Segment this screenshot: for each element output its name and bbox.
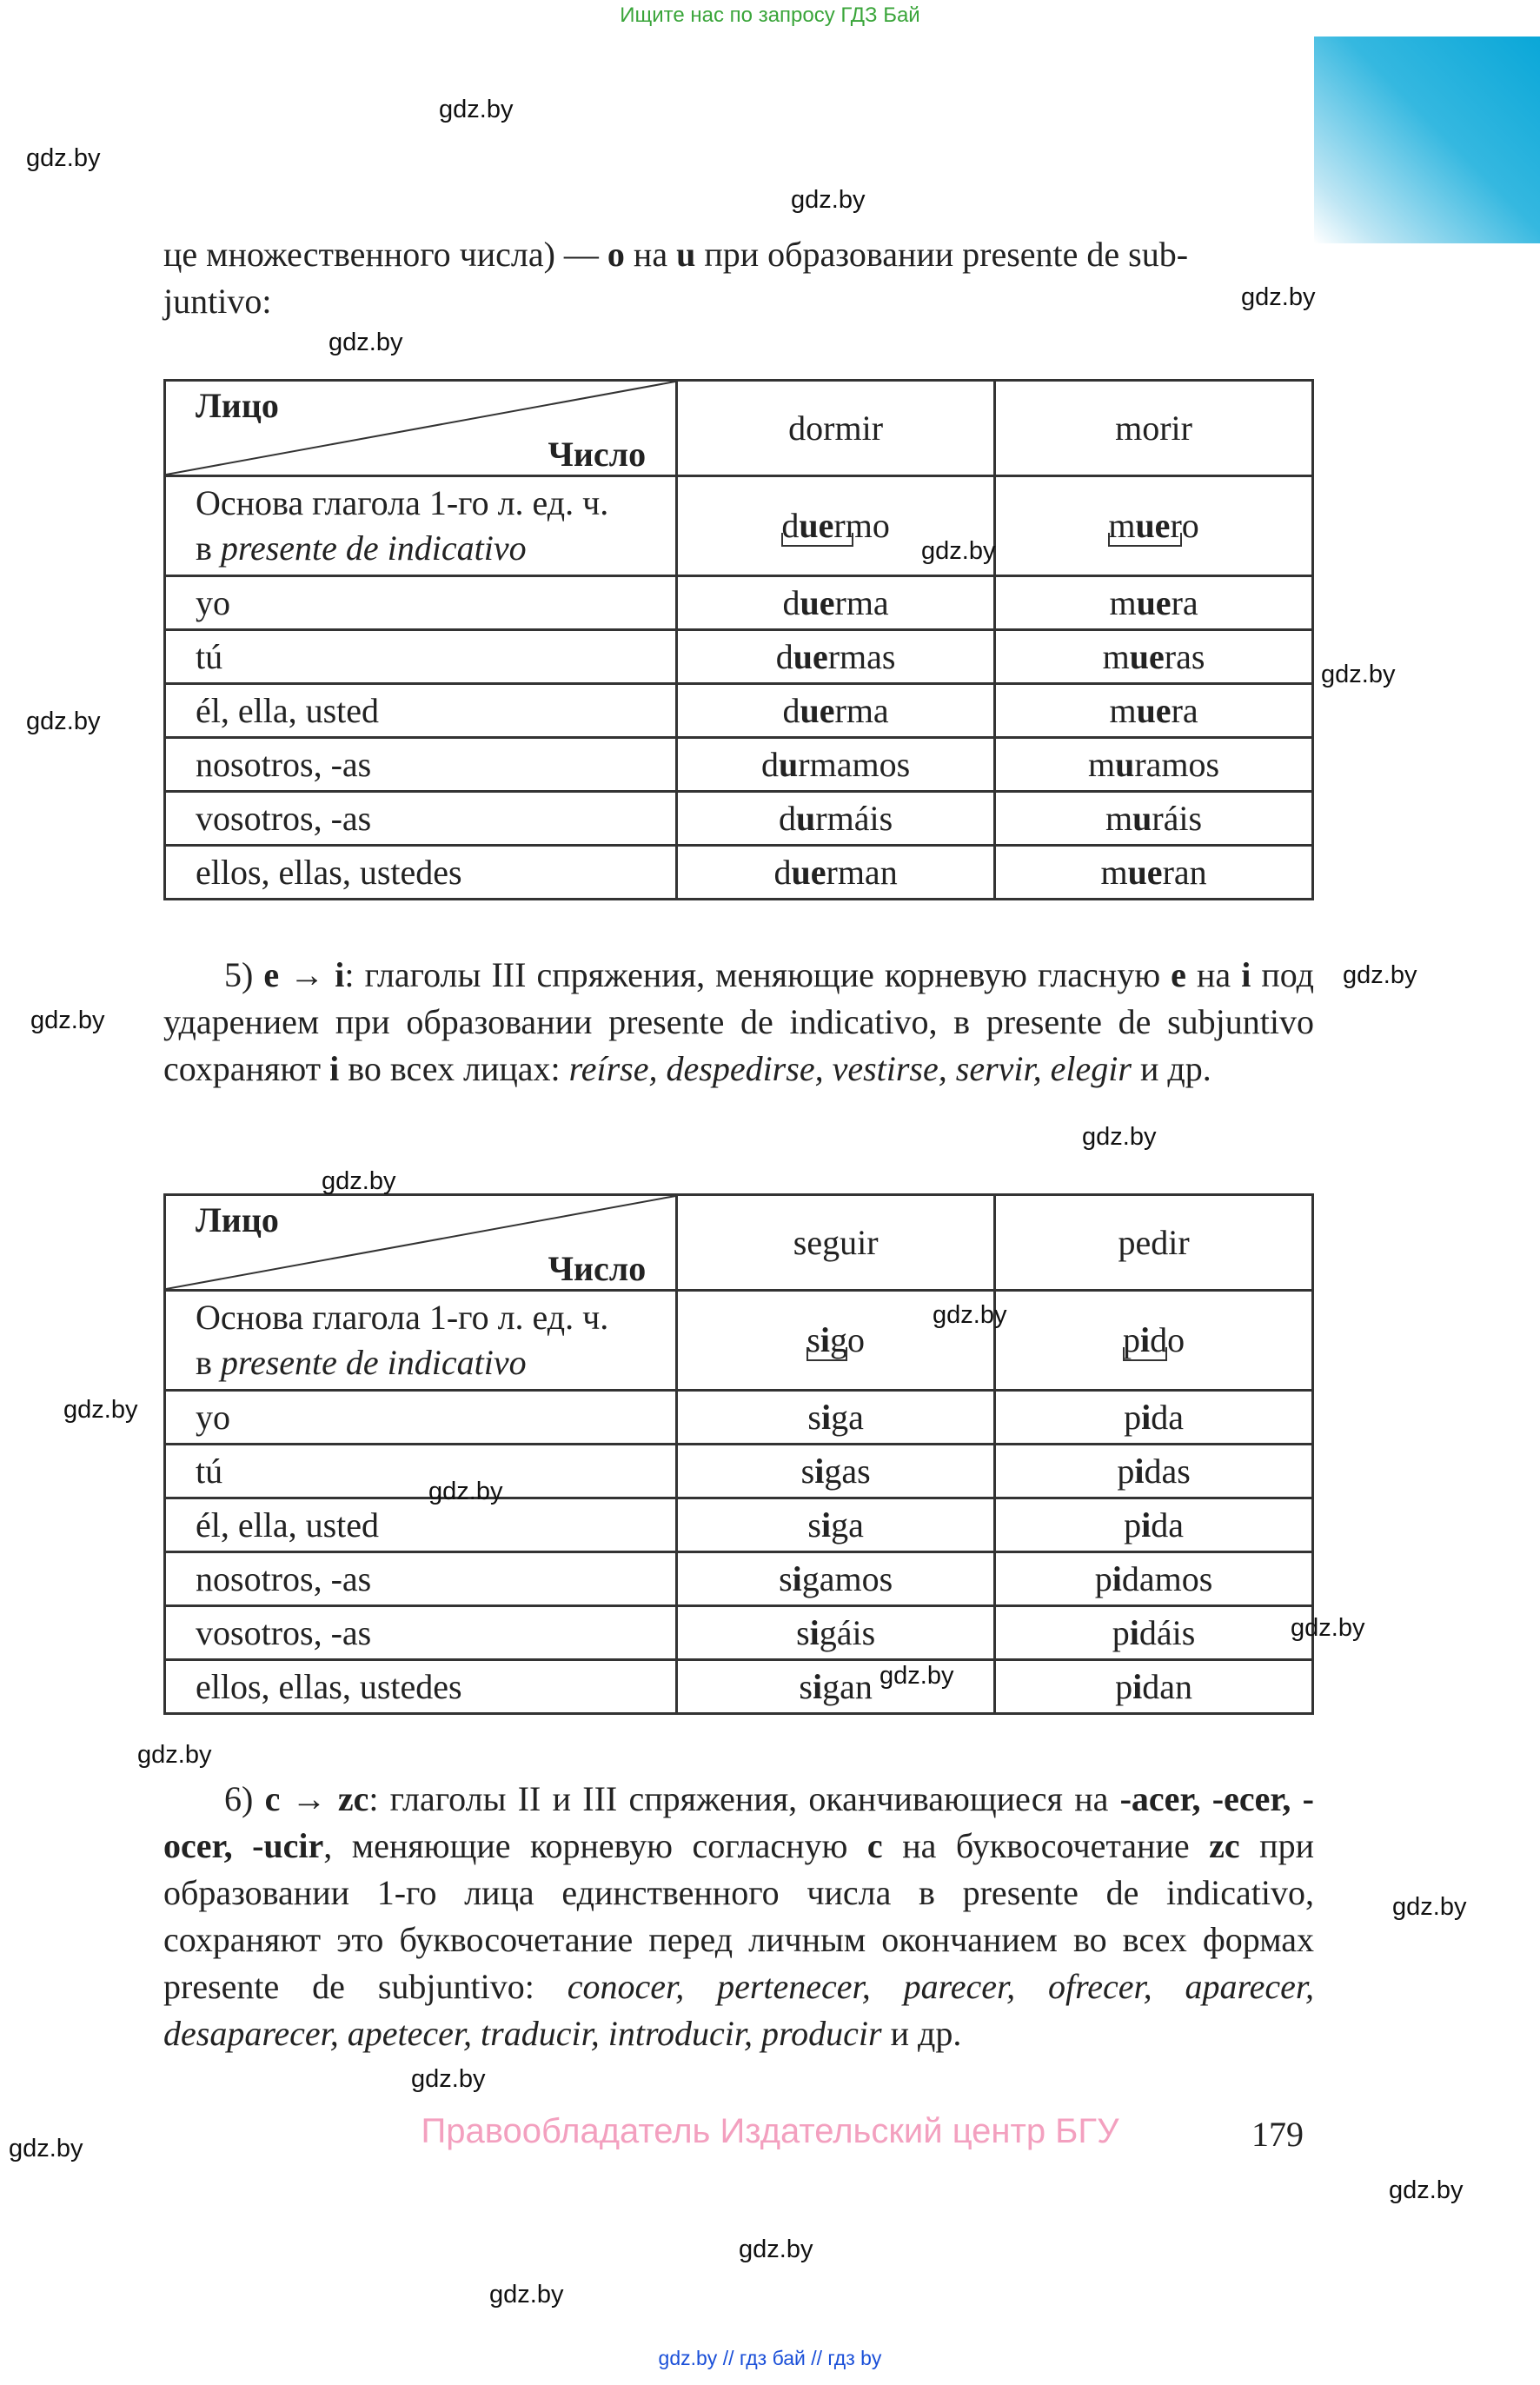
table-row: tú sigas pidas — [165, 1445, 1313, 1498]
watermark: gdz.by — [411, 2065, 486, 2093]
stem-form: duerm o — [677, 476, 995, 576]
table1-body — [165, 576, 1313, 900]
verb-header: pedir — [995, 1195, 1313, 1291]
watermark: gdz.by — [63, 1396, 138, 1424]
search-note: Ищите нас по запросу ГДЗ Бай — [620, 3, 920, 27]
watermark: gdz.by — [1082, 1123, 1157, 1151]
table-row: vosotros, -as sigáis pidáis — [165, 1606, 1313, 1660]
stem-form: muer o — [995, 476, 1313, 576]
watermark: gdz.by — [1392, 1893, 1467, 1921]
stem-label-cell: Основа глагола 1-го л. ед. ч. в presente de indicativo — [165, 1291, 677, 1391]
watermark: gdz.by — [1241, 283, 1316, 311]
watermark: gdz.by — [26, 144, 101, 172]
table-row: yo duerma muera — [165, 576, 1313, 630]
page-number: 179 — [1251, 2115, 1304, 2154]
verb-header: seguir — [677, 1195, 995, 1291]
header-lico: Лицо — [196, 1200, 279, 1239]
paragraph-5: 5) e → i: глаголы III спряжения, меняющие корневую гласную e на i под ударением при образовании presente de indicativo, в presente de subjuntivo сохраняют i во всех лицах: reírse, despedirse, vestirse, servir, elegir и др. — [163, 955, 1314, 1088]
header-chislo: Число — [548, 435, 647, 474]
corner-decoration — [1314, 37, 1540, 243]
watermark: gdz.by — [1291, 1614, 1365, 1642]
table-row: ellos, ellas, ustedes duerman mueran — [165, 846, 1313, 900]
conjugation-table-1 — [163, 379, 1314, 900]
conjugation-table-2 — [163, 1193, 1314, 1715]
watermark: gdz.by — [489, 2281, 564, 2309]
table-row: vosotros, -as durmáis muráis — [165, 792, 1313, 846]
table2-body — [165, 1391, 1313, 1714]
stem-label-cell: Основа глагола 1-го л. ед. ч. в presente de indicativo — [165, 476, 677, 576]
table-row: él, ella, usted siga pida — [165, 1498, 1313, 1552]
stem-form: sig o — [677, 1291, 995, 1391]
watermark: gdz.by — [921, 537, 996, 565]
header-chislo: Число — [548, 1249, 647, 1288]
header-corner-cell — [165, 381, 677, 476]
watermark: gdz.by — [30, 1006, 105, 1034]
paragraph-6: 6) c → zc: глаголы II и III спряжения, оканчивающиеся на -acer, -ecer, -ocer, -ucir, меняющие корневую согласную c на буквосочетание zc при образовании 1-го лица единственного числа в presente de indicativo, сохраняют это буквосочетание перед личным окончанием во всех формах presente de subjuntivo: conocer, pertenecer, parecer, ofrecer, aparecer, desaparecer, apetecer, traducir, introducir, producir и др. — [163, 1779, 1314, 2053]
rights-holder-note: Правообладатель Издательский центр БГУ — [421, 2112, 1119, 2150]
header-lico: Лицо — [196, 386, 279, 425]
stem-form: pid o — [995, 1291, 1313, 1391]
watermark: gdz.by — [439, 96, 514, 123]
table-row: yo siga pida — [165, 1391, 1313, 1445]
watermark: gdz.by — [137, 1741, 212, 1769]
table-row: ellos, ellas, ustedes sigan pidan — [165, 1660, 1313, 1714]
watermark: gdz.by — [739, 2236, 813, 2263]
intro-paragraph: це множественного числа) — о на u при образовании presente de sub- juntivo: — [163, 235, 1189, 321]
header-corner-cell — [165, 1195, 677, 1291]
verb-header: morir — [995, 381, 1313, 476]
watermark: gdz.by — [9, 2135, 83, 2162]
table-row: él, ella, usted duerma muera — [165, 684, 1313, 738]
table-row: tú duermas mueras — [165, 630, 1313, 684]
bottom-links[interactable]: gdz.by // гдз бай // гдз by — [658, 2347, 882, 2369]
watermark: gdz.by — [1321, 661, 1396, 688]
watermark: gdz.by — [791, 186, 866, 214]
watermark: gdz.by — [322, 1167, 396, 1195]
watermark: gdz.by — [1343, 961, 1417, 989]
watermark: gdz.by — [1389, 2176, 1464, 2204]
table-row: nosotros, -as durmamos muramos — [165, 738, 1313, 792]
watermark: gdz.by — [329, 329, 403, 356]
watermark: gdz.by — [26, 708, 101, 735]
watermark: gdz.by — [933, 1301, 1007, 1329]
watermark: gdz.by — [428, 1478, 503, 1505]
table-row: nosotros, -as sigamos pidamos — [165, 1552, 1313, 1606]
watermark: gdz.by — [880, 1662, 954, 1690]
verb-header: dormir — [677, 381, 995, 476]
